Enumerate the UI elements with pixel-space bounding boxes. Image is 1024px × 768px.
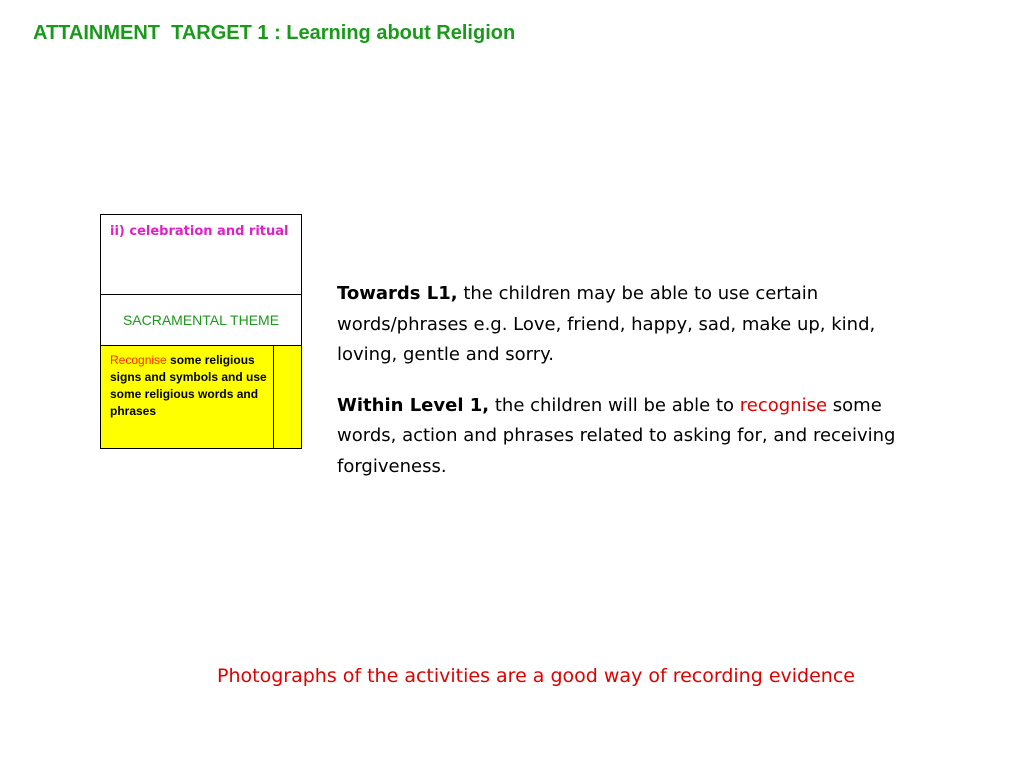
blank-cell <box>273 346 301 449</box>
descriptor-highlight: Recognise <box>110 353 167 367</box>
table-row <box>101 346 302 449</box>
paragraph-highlight: recognise <box>739 394 828 416</box>
paragraph-towards-l1 <box>337 279 917 371</box>
descriptor-cell <box>101 346 274 449</box>
paragraph-lead: Within Level 1, <box>337 394 490 416</box>
theme-cell: SACRAMENTAL THEME <box>101 295 302 346</box>
table-row <box>101 295 302 346</box>
paragraph-lead: Towards L1, <box>337 283 458 304</box>
slide-title: ATTAINMENT TARGET 1 : Learning about Religion <box>33 22 516 44</box>
table-row <box>101 215 302 295</box>
footer-note: Photographs of the activities are a good way of recording evidence <box>217 665 855 687</box>
descriptor-text: some religious signs and symbols and use some religious words and phrases <box>110 353 267 418</box>
paragraph-within-level-1 <box>337 391 917 483</box>
body-text <box>337 279 917 502</box>
paragraph-text: the children will be able to <box>489 394 740 416</box>
strand-cell: ii) celebration and ritual <box>101 215 302 295</box>
paragraph-text: the children may be able to use certain words/phrases e.g. Love, friend, happy, sad, make up, kind, loving, gentle and sorry. <box>337 283 876 365</box>
paragraph-text: some words, action and phrases related to asking for, and receiving forgiveness. <box>337 394 896 477</box>
level-table <box>100 214 302 449</box>
